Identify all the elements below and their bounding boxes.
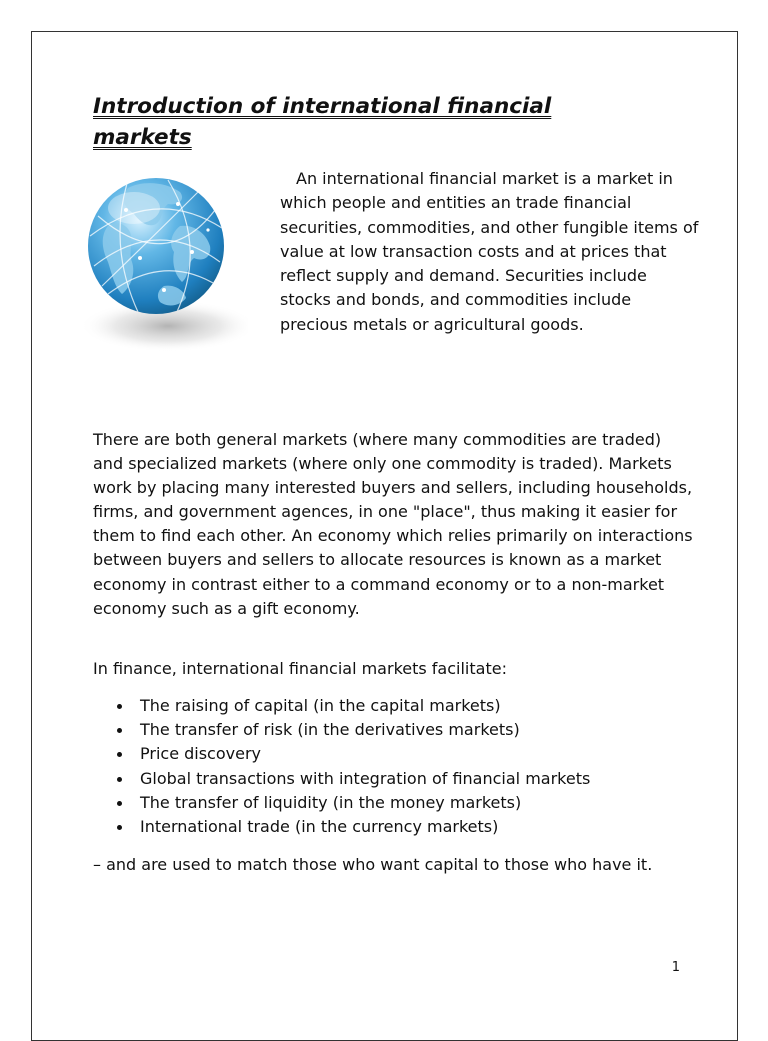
facilitate-list (93, 694, 713, 839)
list-item (93, 767, 713, 791)
list-item-text: The transfer of risk (in the derivatives markets) (140, 720, 520, 740)
page-number: 1 (671, 960, 680, 975)
bullet-icon (117, 777, 122, 782)
closing-paragraph: – and are used to match those who want capital to those who have it. (93, 855, 653, 874)
list-item (93, 718, 713, 742)
list-item (93, 694, 713, 718)
list-item-text: Global transactions with integration of financial markets (140, 768, 591, 788)
list-item-text: The transfer of liquidity (in the money markets) (140, 792, 522, 812)
globe-illustration (68, 166, 248, 356)
document-title: Introduction of international financial markets (93, 94, 552, 150)
intro-paragraph (280, 167, 700, 337)
globe-icon (68, 166, 248, 356)
list-lead: In finance, international financial markets facilitate: (93, 659, 507, 678)
list-item-text: Price discovery (140, 744, 261, 764)
list-item-text: The raising of capital (in the capital markets) (140, 696, 501, 715)
bullet-icon (117, 728, 122, 733)
bullet-icon (117, 825, 122, 830)
list-item (93, 815, 713, 839)
list-item (93, 742, 713, 766)
bullet-icon (117, 752, 122, 757)
list-item-text: International trade (in the currency markets) (140, 817, 499, 837)
bullet-icon (117, 801, 122, 806)
intro-paragraph-text: An international financial market is a market in which people and entities an trade financial securities, commodities, and other fungible items of value at low transaction costs and at prices that reflect supply and demand. Securities include stocks and bonds, and commodities include precious metals or agricultural goods. (280, 169, 699, 334)
list-item (93, 791, 713, 815)
body-paragraph: There are both general markets (where many commodities are traded) and specialized markets (where only one commodity is traded). Markets work by placing many interested buyers and sellers, including households, firms, and government agences, in one "place", thus making it easier for them to find each other. An economy which relies primarily on interactions between buyers and sellers to allocate resources is known as a market economy in contrast either to a command economy or to a non-market economy such as a gift economy. (93, 430, 693, 618)
bullet-icon (117, 704, 122, 709)
